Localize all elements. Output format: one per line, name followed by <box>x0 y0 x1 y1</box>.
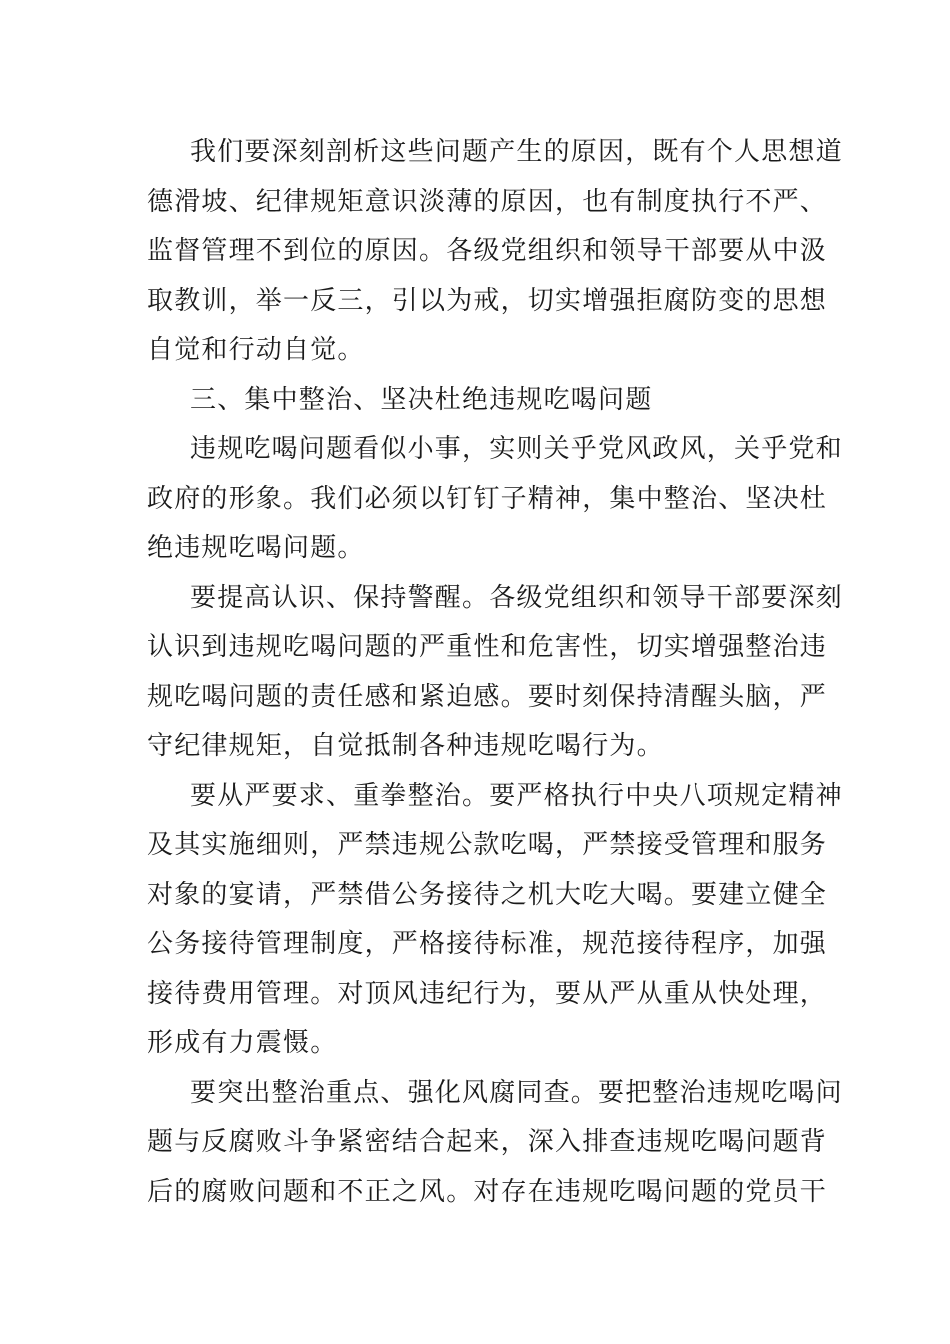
text-line: 守纪律规矩，自觉抵制各种违规吃喝行为。 <box>147 731 664 761</box>
text-line: 公务接待管理制度，严格接待标准，规范接待程序，加强 <box>147 929 828 959</box>
paragraph-focus <box>147 1069 843 1218</box>
text-line: 要从严要求、重拳整治。要严格执行中央八项规定精神 <box>190 780 843 811</box>
text-line: 监督管理不到位的原因。各级党组织和领导干部要从中汲 <box>147 236 828 266</box>
paragraph-intro <box>147 425 843 574</box>
text-line: 自觉和行动自觉。 <box>147 335 365 365</box>
text-line: 认识到违规吃喝问题的严重性和危害性，切实增强整治违 <box>147 632 828 662</box>
text-line: 要突出整治重点、强化风腐同查。要把整治违规吃喝问 <box>190 1077 843 1108</box>
paragraph-causes <box>147 128 843 376</box>
text-line: 绝违规吃喝问题。 <box>147 533 365 563</box>
heading-text: 三、集中整治、坚决杜绝违规吃喝问题 <box>190 384 653 415</box>
text-line: 接待费用管理。对顶风违纪行为，要从严从重从快处理， <box>147 978 828 1009</box>
text-line: 后的腐败问题和不正之风。对存在违规吃喝问题的党员干 <box>147 1176 828 1207</box>
text-line: 题与反腐败斗争紧密结合起来，深入排查违规吃喝问题背 <box>147 1127 828 1157</box>
paragraph-strict <box>147 772 843 1069</box>
section-heading <box>147 376 803 426</box>
text-line: 及其实施细则，严禁违规公款吃喝，严禁接受管理和服务 <box>147 830 828 860</box>
document-body <box>147 128 843 1217</box>
text-line: 要提高认识、保持警醒。各级党组织和领导干部要深刻 <box>190 582 843 613</box>
text-line: 规吃喝问题的责任感和紧迫感。要时刻保持清醒头脑，严 <box>147 681 828 712</box>
text-line: 对象的宴请，严禁借公务接待之机大吃大喝。要建立健全 <box>147 879 828 910</box>
text-line: 德滑坡、纪律规矩意识淡薄的原因，也有制度执行不严、 <box>147 186 828 217</box>
text-line: 政府的形象。我们必须以钉钉子精神，集中整治、坚决杜 <box>147 483 828 514</box>
text-line: 我们要深刻剖析这些问题产生的原因，既有个人思想道 <box>190 137 843 167</box>
paragraph-awareness <box>147 574 843 772</box>
text-line: 取教训，举一反三，引以为戒，切实增强拒腐防变的思想 <box>147 285 828 316</box>
text-line: 形成有力震慑。 <box>147 1028 338 1058</box>
text-line: 违规吃喝问题看似小事，实则关乎党风政风，关乎党和 <box>190 434 843 464</box>
